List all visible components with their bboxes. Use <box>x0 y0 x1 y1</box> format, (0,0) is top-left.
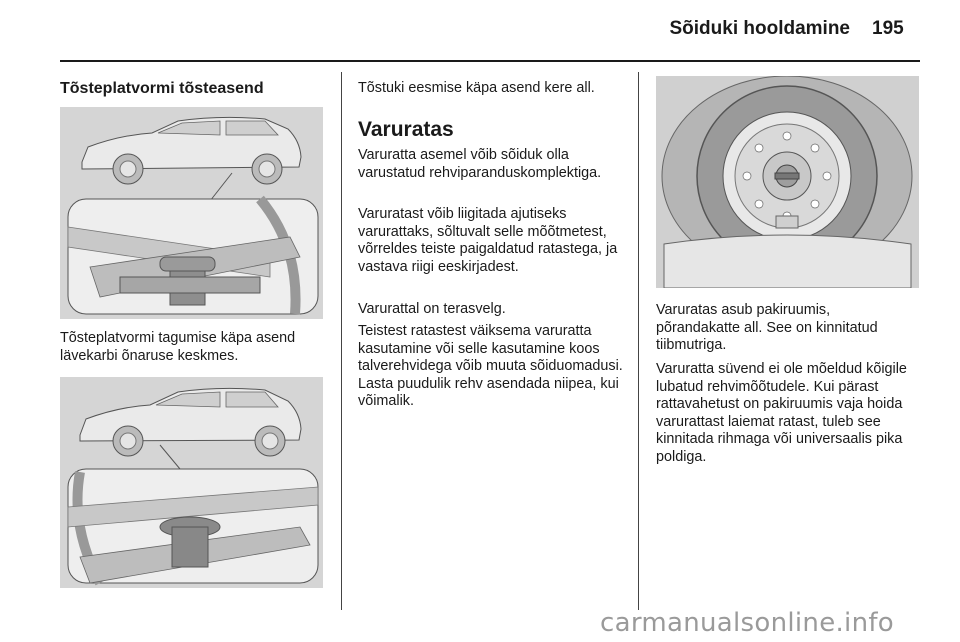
front-lift-text: Tõstuki eesmise käpa asend kere all. <box>358 80 595 96</box>
jack-pad <box>160 257 215 271</box>
page-number: 195 <box>872 18 904 39</box>
section-heading: Tõsteplatvormi tõsteasend <box>60 80 264 97</box>
paragraph: Varuratast võib liigitada ajutiseks varurattaks, sõltuvalt selle mõõtmetest, võrreldes teiste paigaldatud ratastega, ja vastava riigi eeskirjadest. <box>358 206 618 275</box>
figure-lift-point-top <box>60 107 323 319</box>
column-divider-2 <box>638 72 639 610</box>
figure-lift-point-bottom <box>60 377 323 588</box>
paragraph: Varurattal on terasvelg. <box>358 301 506 317</box>
left-caption: Tõsteplatvormi tagumise käpa asend lävekarbi õnaruse keskmes. <box>60 330 296 364</box>
paragraph: Teistest ratastest väiksema varuratta kasutamine või selle kasutamine koos talverehvidega võib muuta sõiduomadusi. Lasta puudulik rehv asendada niipea, kui võimalik. <box>358 323 623 409</box>
header-rule <box>60 60 920 62</box>
paragraph: Varuratta süvend ei ole mõeldud kõigile lubatud rehvimõõtudele. Kui pärast rattavahetust on pakiruumis vaja hoida varurattast laiemat ratast, tuleb see kinnitada rihmaga või universaalis pika poldiga. <box>656 361 907 465</box>
paragraph: Varuratta asemel võib sõiduk olla varustatud rehviparanduskomplektiga. <box>358 147 602 181</box>
column-divider-1 <box>341 72 342 610</box>
figure-spare-wheel <box>656 76 919 288</box>
header-title: Sõiduki hooldamine <box>669 18 850 39</box>
watermark: carmanualsonline.info <box>600 608 895 638</box>
paragraph: Varuratas asub pakiruumis, põrandakatte all. See on kinnitatud tiibmutriga. <box>656 302 878 353</box>
chapter-heading: Varuratas <box>358 118 454 141</box>
